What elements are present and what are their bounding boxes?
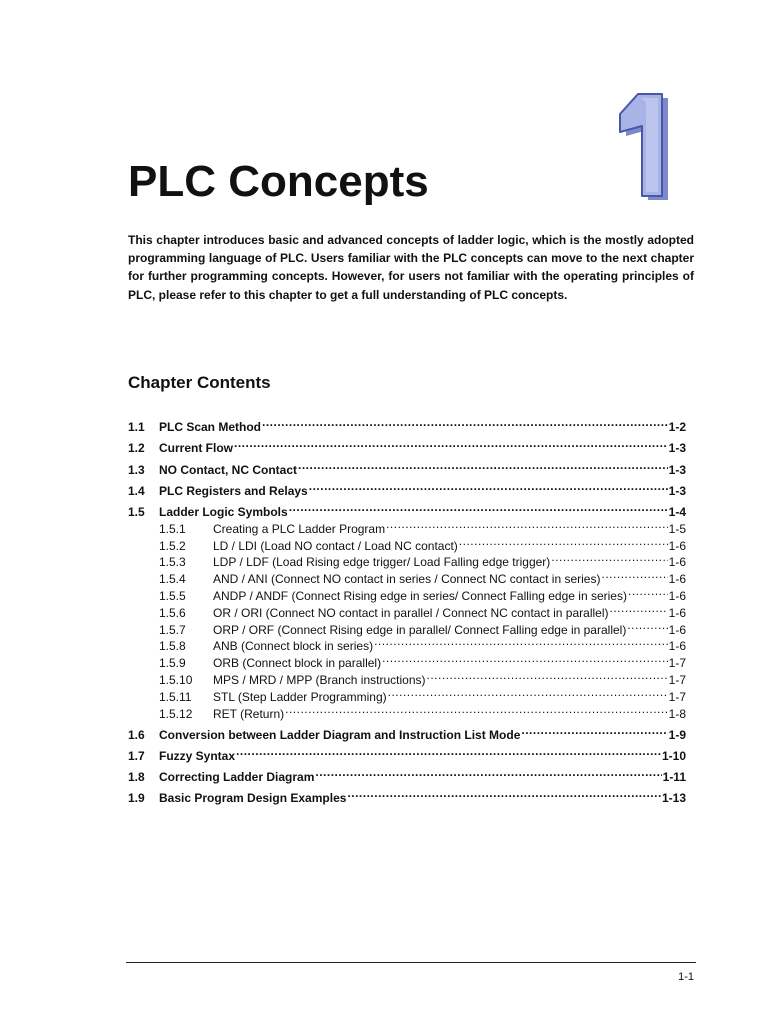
toc-entry-number: 1.1 xyxy=(128,420,145,435)
toc-entry-number: 1.5.8 xyxy=(159,639,186,654)
toc-entry-number: 1.7 xyxy=(128,748,145,763)
toc-dot-leader xyxy=(427,667,668,684)
chapter-number-graphic xyxy=(608,88,680,204)
toc-entry-page: 1-11 xyxy=(662,770,686,785)
toc-entry-title: ORP / ORF (Connect Rising edge in parallel/ Connect Falling edge in parallel) xyxy=(213,622,627,637)
toc-entry-number: 1.5.7 xyxy=(159,622,186,637)
toc-dot-leader xyxy=(627,617,667,634)
toc-entry-page: 1-3 xyxy=(668,441,686,456)
toc-entry-title: LDP / LDF (Load Rising edge trigger/ Load Falling edge trigger) xyxy=(213,555,551,570)
toc-entry-number: 1.5.9 xyxy=(159,656,186,671)
toc-entry-page: 1-4 xyxy=(668,504,686,519)
toc-entry-page: 1-7 xyxy=(668,672,686,687)
toc-dot-leader xyxy=(459,533,668,550)
toc-dot-leader xyxy=(347,781,661,802)
toc-entry-number: 1.5.4 xyxy=(159,572,186,587)
toc-entry-title: Basic Program Design Examples xyxy=(159,791,347,806)
toc-entry-page: 1-8 xyxy=(668,706,686,721)
toc-entry-title: Fuzzy Syntax xyxy=(159,748,236,763)
toc-entry-title: ANB (Connect block in series) xyxy=(213,639,374,654)
toc-dot-leader xyxy=(285,701,668,718)
chapter-title: PLC Concepts xyxy=(128,157,429,206)
toc-entry-title: ANDP / ANDF (Connect Rising edge in series/ Connect Falling edge in series) xyxy=(213,588,627,603)
toc-entry-page: 1-10 xyxy=(661,748,686,763)
table-of-contents xyxy=(128,410,686,806)
footer-divider xyxy=(126,962,696,963)
toc-entry-number: 1.5.5 xyxy=(159,588,186,603)
toc-dot-leader xyxy=(382,650,668,667)
toc-entry-page: 1-7 xyxy=(668,656,686,671)
toc-entry-page: 1-5 xyxy=(668,521,686,536)
toc-entry-number: 1.3 xyxy=(128,462,145,477)
toc-entry-page: 1-9 xyxy=(668,727,686,742)
toc-entry-title: OR / ORI (Connect NO contact in parallel / Connect NC contact in parallel) xyxy=(213,605,609,620)
toc-entry-page: 1-6 xyxy=(668,572,686,587)
toc-entry-page: 1-3 xyxy=(668,462,686,477)
toc-entry-page: 1-13 xyxy=(661,791,686,806)
toc-entry-number: 1.5.2 xyxy=(159,538,186,553)
toc-entry-page: 1-3 xyxy=(668,483,686,498)
toc-dot-leader xyxy=(234,431,668,452)
toc-entry-title: Creating a PLC Ladder Program xyxy=(213,521,386,536)
toc-dot-leader xyxy=(309,474,668,495)
toc-entry-number: 1.6 xyxy=(128,727,145,742)
toc-entry-title: PLC Scan Method xyxy=(159,420,262,435)
toc-dot-leader xyxy=(298,452,668,473)
toc-entry-number: 1.8 xyxy=(128,770,145,785)
toc-dot-leader xyxy=(386,516,668,533)
toc-entry-title: NO Contact, NC Contact xyxy=(159,462,297,477)
toc-entry-page: 1-6 xyxy=(668,555,686,570)
toc-dot-leader xyxy=(315,760,661,781)
toc-entry-title: Correcting Ladder Diagram xyxy=(159,770,315,785)
chapter-intro: This chapter introduces basic and advanced concepts of ladder logic, which is the mostly adopted programming language of PLC. Users familiar with the PLC concepts can move to the next chapter for further programming concepts. However, for users not familiar with the operating principles of PLC, please refer to this chapter to get a full understanding of PLC concepts. xyxy=(128,233,694,302)
toc-entry-number: 1.5.1 xyxy=(159,521,186,536)
toc-entry-title: Current Flow xyxy=(159,441,233,456)
toc-dot-leader xyxy=(601,566,667,583)
toc-entry-page: 1-6 xyxy=(668,639,686,654)
toc-entry-title: PLC Registers and Relays xyxy=(159,483,308,498)
toc-entry-number: 1.9 xyxy=(128,791,145,806)
toc-entry-number: 1.5.11 xyxy=(159,689,192,704)
page-number: 1-1 xyxy=(678,971,694,983)
toc-entry-title: Ladder Logic Symbols xyxy=(159,504,288,519)
toc-entry-number: 1.5 xyxy=(128,504,145,519)
toc-entry-title: MPS / MRD / MPP (Branch instructions) xyxy=(213,672,426,687)
toc-entry-number: 1.5.6 xyxy=(159,605,186,620)
toc-dot-leader xyxy=(374,634,668,651)
contents-heading: Chapter Contents xyxy=(128,373,271,392)
chapter-number-1-icon xyxy=(608,88,680,204)
toc-entry-title: RET (Return) xyxy=(213,706,285,721)
toc-dot-leader xyxy=(628,583,668,600)
toc-entry-title: STL (Step Ladder Programming) xyxy=(213,689,387,704)
toc-entry-page: 1-6 xyxy=(668,588,686,603)
toc-entry-page: 1-6 xyxy=(668,622,686,637)
toc-entry-number: 1.2 xyxy=(128,441,145,456)
toc-entry-page: 1-7 xyxy=(668,689,686,704)
toc-entry-number: 1.4 xyxy=(128,483,145,498)
toc-entry-number: 1.5.12 xyxy=(159,706,193,721)
toc-dot-leader xyxy=(521,718,667,739)
toc-entry-page: 1-6 xyxy=(668,538,686,553)
toc-entry-title: ORB (Connect block in parallel) xyxy=(213,656,382,671)
toc-dot-leader xyxy=(236,739,661,760)
toc-entry-title: LD / LDI (Load NO contact / Load NC contact) xyxy=(213,538,458,553)
toc-entry-title: Conversion between Ladder Diagram and Instruction List Mode xyxy=(159,727,521,742)
toc-dot-leader xyxy=(289,495,668,516)
toc-dot-leader xyxy=(262,410,668,431)
toc-entry[interactable] xyxy=(128,410,686,435)
toc-entry-title: AND / ANI (Connect NO contact in series / Connect NC contact in series) xyxy=(213,572,601,587)
toc-dot-leader xyxy=(551,550,667,567)
toc-dot-leader xyxy=(388,684,668,701)
toc-entry-page: 1-6 xyxy=(668,605,686,620)
toc-entry-number: 1.5.3 xyxy=(159,555,186,570)
toc-dot-leader xyxy=(610,600,668,617)
toc-entry-number: 1.5.10 xyxy=(159,672,193,687)
toc-entry-page: 1-2 xyxy=(668,420,686,435)
